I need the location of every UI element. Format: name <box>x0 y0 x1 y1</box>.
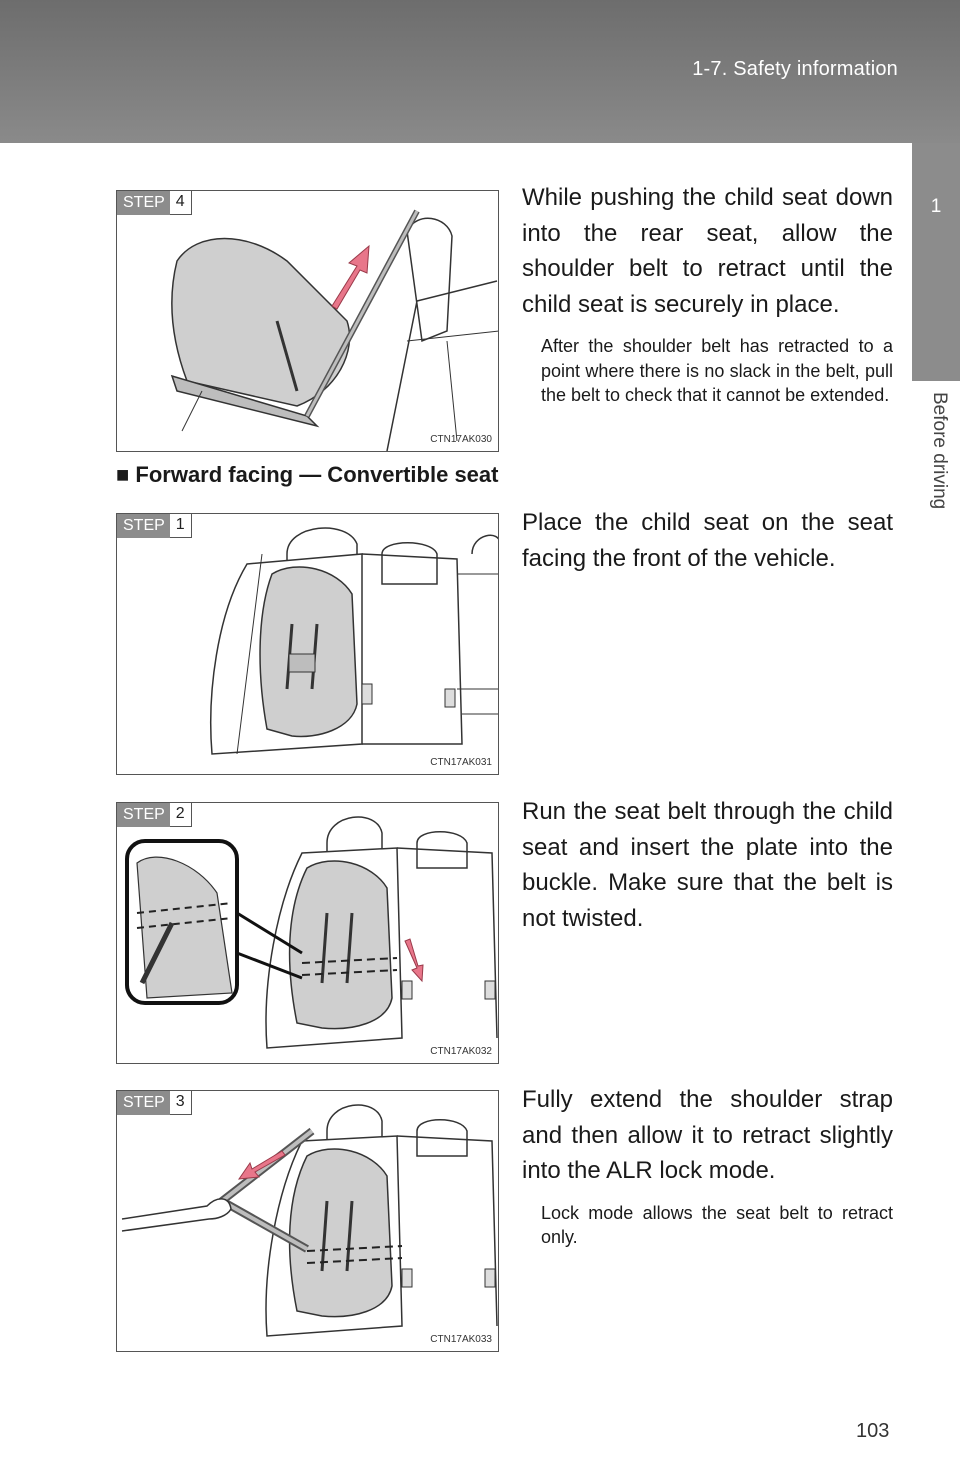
figure-step-1 <box>116 513 499 775</box>
shoulder-strap-illustration <box>117 1091 499 1352</box>
figure-code: CTN17AK032 <box>430 1046 492 1057</box>
step-3-note: Lock mode allows the seat belt to retract only. <box>541 1202 893 1247</box>
step-1-instruction: Place the child seat on the seat facing the front of the vehicle. <box>522 509 893 572</box>
child-seat-placement-illustration <box>117 514 499 775</box>
step-badge: STEP 4 <box>117 191 192 215</box>
step-3-instruction: Fully extend the shoulder strap and then allow it to retract slightly into the ALR lock mode. <box>522 1086 893 1184</box>
infant-seat-illustration <box>117 191 499 452</box>
chapter-label: Before driving <box>929 392 950 510</box>
section-heading: ■ Forward facing — Convertible seat <box>116 462 499 487</box>
step-2-instruction: Run the seat belt through the child seat and insert the plate into the buckle. Make sure that the belt is not twisted. <box>522 798 893 932</box>
figure-code: CTN17AK030 <box>430 434 492 445</box>
step-3-text <box>522 1082 893 1250</box>
step-badge: STEP 3 <box>117 1091 192 1115</box>
step-4-note: After the shoulder belt has retracted to a point where there is no slack in the belt, pull the belt to check that it cannot be extended. <box>541 336 893 405</box>
step-badge: STEP 1 <box>117 514 192 538</box>
step-2-text <box>522 794 893 936</box>
section-title: 1-7. Safety information <box>692 58 898 80</box>
figure-step-4 <box>116 190 499 452</box>
chapter-number: 1 <box>930 196 942 217</box>
step-4-text <box>522 180 893 408</box>
figure-code: CTN17AK031 <box>430 757 492 768</box>
page-number: 103 <box>856 1420 890 1442</box>
step-4-instruction: While pushing the child seat down into the rear seat, allow the shoulder belt to retract until the child seat is securely in place. <box>522 184 893 318</box>
figure-step-3 <box>116 1090 499 1352</box>
belt-routing-illustration <box>117 803 499 1064</box>
figure-code: CTN17AK033 <box>430 1334 492 1345</box>
chapter-tab <box>912 143 960 381</box>
figure-step-2 <box>116 802 499 1064</box>
step-badge: STEP 2 <box>117 803 192 827</box>
step-1-text <box>522 505 893 576</box>
